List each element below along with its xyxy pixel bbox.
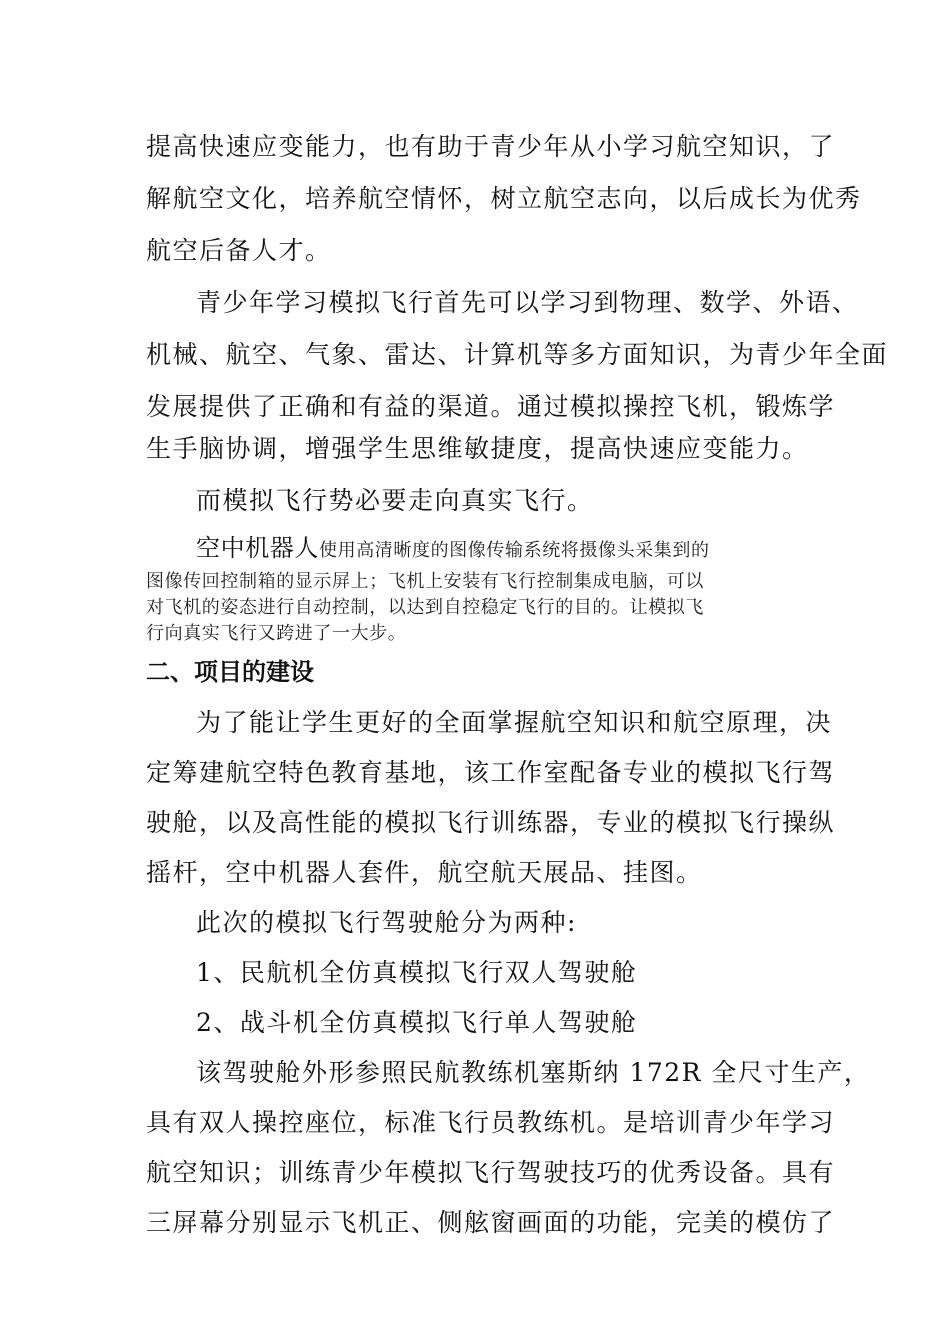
paragraph-line: 具有双人操控座位，标准飞行员教练机。是培训青少年学习 <box>146 1108 836 1137</box>
section-heading: 二、项目的建设 <box>146 658 314 686</box>
robot-lead-term: 空中机器人 <box>196 534 319 562</box>
robot-paragraph-line: 对飞机的姿态进行自动控制，以达到自控稳定飞行的目的。让模拟飞 <box>146 597 704 618</box>
robot-paragraph-line: 图像传回控制箱的显示屏上；飞机上安装有飞行控制集成电脑，可以 <box>146 571 704 592</box>
paragraph-line: 提高快速应变能力，也有助于青少年从小学习航空知识，了 <box>146 132 836 161</box>
paragraph-line: 航空知识；训练青少年模拟飞行驾驶技巧的优秀设备。具有 <box>146 1158 836 1187</box>
paragraph-line: 机械、航空、气象、雷达、计算机等多方面知识，为青少年全面 <box>146 340 889 369</box>
list-item: 1、民航机全仿真模拟飞行双人驾驶舱 <box>196 958 638 987</box>
paragraph-line: 定筹建航空特色教育基地，该工作室配备专业的模拟飞行驾 <box>146 758 836 787</box>
paragraph-line: 驶舱，以及高性能的模拟飞行训练器，专业的模拟飞行操纵 <box>146 808 836 837</box>
paragraph-line: 摇杆，空中机器人套件，航空航天展品、挂图。 <box>146 858 703 887</box>
paragraph-line: 该驾驶舱外形参照民航教练机塞斯纳 172R 全尺寸生产， <box>196 1058 871 1087</box>
paragraph-line: 为了能让学生更好的全面掌握航空知识和航空原理，决 <box>196 708 833 737</box>
robot-paragraph-line: 行向真实飞行又跨进了一大步。 <box>146 623 407 644</box>
list-item: 2、战斗机全仿真模拟飞行单人驾驶舱 <box>196 1008 638 1037</box>
paragraph-line: 发展提供了正确和有益的渠道。通过模拟操控飞机，锻炼学 <box>146 392 836 421</box>
paragraph-line: 青少年学习模拟飞行首先可以学习到物理、数学、外语、 <box>196 288 859 317</box>
robot-first-line-rest: 使用高清晰度的图像传输系统将摄像头采集到的 <box>319 540 710 561</box>
paragraph-line: 此次的模拟飞行驾驶舱分为两种: <box>196 908 577 937</box>
paragraph-line: 航空后备人才。 <box>146 236 332 265</box>
paragraph-line: 三屏幕分别显示飞机正、侧舷窗画面的功能，完美的模仿了 <box>146 1208 836 1237</box>
paragraph-line: 而模拟飞行势必要走向真实飞行。 <box>196 486 594 515</box>
robot-paragraph-first-line <box>196 536 710 563</box>
paragraph-line: 解航空文化，培养航空情怀，树立航空志向，以后成长为优秀 <box>146 184 862 213</box>
paragraph-line: 生手脑协调，增强学生思维敏捷度，提高快速应变能力。 <box>146 434 809 463</box>
